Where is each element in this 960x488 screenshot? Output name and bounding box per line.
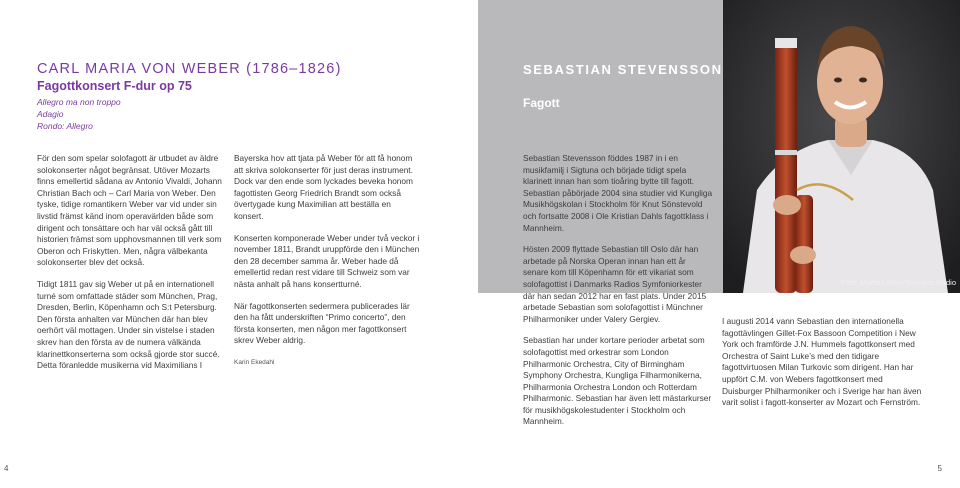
paragraph: Sebastian Stevensson föddes 1987 in i en musikfamilj i Sigtuna och började tidigt spela klarinett innan han som tioåring bytte till fagott. Sebastian påbörjade 2004 sina studier vid Kungliga Musikhögskolan i Stockholm för Knut Sönstevold och fortsatte 2008 i Ole Kristian Dahls fagottklass i Mannheim. — [523, 153, 713, 233]
artist-photo — [723, 0, 960, 293]
text-column-1 — [37, 153, 223, 382]
author-signature: Karin Ekedahl — [234, 358, 275, 366]
artist-name: SEBASTIAN STEVENSSON — [523, 62, 723, 77]
paragraph: I augusti 2014 vann Sebastian den internationella fagottävlingen Gillet-Fox Bassoon Competition i New York och framförde J.N. Hummels fagottkonsert med Orchestra of Saint Luke’s med den tidigare fagottvirtuosen Milan Turkovic som dirigent. Han har uppfört C.M. von Webers fagottkonsert med Duisburger Philharmoniker och i Sverige har han även varit solist i fagott-konserter av Mozart och Fernström. — [722, 316, 922, 408]
paragraph: Hösten 2009 flyttade Sebastian till Oslo där han arbetade på Norska Operan innan han ett år senare kom till Köpenhamn för ett vikariat som solofagottist i Danmarks Radios Symfoniorkester där han sedan 2012 har en fast plats. Under 2015 arbetade Sebastian som solofagottist i Münchner Philharmoniker under Valery Gergiev. — [523, 244, 707, 324]
work-title: Fagottkonsert F-dur op 75 — [37, 79, 192, 93]
movement-item: Allegro ma non troppo — [37, 97, 121, 107]
paragraph: Tidigt 1811 gav sig Weber ut på en internationell turné som omfattade städer som München, Prag, Dresden, Berlin, Köpenhamn och S:t Petersburg. Den första anhalten var München där han blev oerhört väl mottagen. Under sin vistelse i staden skrev han den första av de numera välkända klarinettkonserterna som också gjorde stor succé. Detta föranledde musikerna vid Maximilians I — [37, 278, 220, 371]
paragraph: Bayerska hov att tjata på Weber för att få honom att skriva solokonserter för just deras instrument. Dock var den ende som lyckades beveka honom fagottisten Georg Friedrich Brandt som också övertygade kung Maximilian att beställa en konsert. — [234, 153, 413, 221]
right-page — [478, 0, 960, 488]
paragraph: Konserten komponerade Weber under två veckor i november 1811, Brandt uruppförde den i München den 28 december samma år. Weber hade då emellertid redan rest vidare till Schweiz som var nästa anhalt på hans konsertturné. — [234, 232, 420, 289]
page-number-left: 4 — [4, 464, 9, 473]
paragraph: Sebastian har under kortare perioder arbetat som solofagottist med orkestrar som London Philharmonic Orchestra, City of Birmingham Symphony Orchestra, Kungliga Filharmonikerna, Philharmonia Orchestra London och Rotterdam Philharmonic. Sebastian har även lett mästarkurser för musikhögskolestudenter i Stockholm och Mannheim. — [523, 335, 712, 427]
artist-instrument: Fagott — [523, 96, 560, 110]
text-column-2 — [234, 153, 422, 369]
text-column-4 — [722, 316, 922, 419]
composer-title: CARL MARIA VON WEBER (1786–1826) — [37, 61, 342, 77]
text-column-3 — [523, 153, 713, 438]
movement-item: Adagio — [37, 109, 64, 119]
artist-portrait-illustration — [723, 0, 960, 293]
page-number-right: 5 — [937, 464, 942, 473]
movement-list — [37, 96, 121, 132]
paragraph: För den som spelar solofagott är utbudet av äldre solokonserter något begränsat. Utöver Mozarts finns emellertid sådana av Antonio Vivaldi, Johann Christian Bach och – Carl Maria von Weber. Den tyske, tidige romantikern Weber var vid under sin livstid främst känd inom operavärlden både som dirigent och tonsättare och har väl också gått till historien främst som upphovsmannen till verk som Oberon och Friskytten. Men, några välbekanta solokonserter blev det också. — [37, 153, 222, 268]
movement-item: Rondo: Allegro — [37, 121, 93, 131]
paragraph: När fagottkonserten sedermera publicerades lär den ha fått underskriften “Primo concerto”, den första konserten, men någon mer fagottkonsert skrev Weber aldrig. — [234, 300, 410, 346]
photo-credit: Foto: Mattias Ahlm/Sveriges Radio — [840, 278, 956, 287]
